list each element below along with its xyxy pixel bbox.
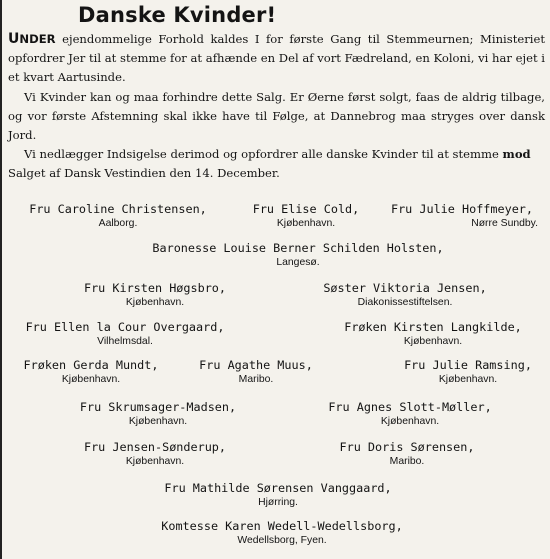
signatory (236, 202, 376, 230)
signatory (6, 320, 244, 348)
signatory-place: Diakonissestiftelsen. (357, 297, 453, 308)
signatory-place: Kjøbenhavn. (125, 297, 185, 308)
signatory (8, 202, 228, 230)
signatory-place: Nørre Sundby. (471, 218, 538, 229)
signatory (6, 358, 176, 386)
signatory-place: Aalborg. (98, 218, 138, 229)
signatory-name: Frøken Kirsten Langkilde, (344, 320, 522, 334)
signatory-place: Kjøbenhavn. (403, 336, 463, 347)
signatory (60, 281, 250, 309)
signatory (300, 281, 510, 309)
signatory (52, 400, 264, 428)
paragraph-3 (8, 145, 545, 183)
signatory-name: Søster Viktoria Jensen, (323, 281, 487, 295)
signatory-place: Vilhelmsdal. (97, 336, 153, 347)
signatory-name: Frøken Gerda Mundt, (23, 358, 159, 372)
signatory-name: Fru Julie Ramsing, (404, 358, 532, 372)
signatory-place: Kjøbenhavn. (438, 374, 498, 385)
signatory-name: Komtesse Karen Wedell-Wedellsborg, (161, 519, 403, 533)
signatory-name: Fru Kirsten Høgsbro, (83, 281, 227, 295)
signatory-name: Fru Jensen-Sønderup, (83, 440, 227, 454)
paragraph-3-text-b: Salget af Dansk Vestindien den 14. December. (8, 166, 280, 181)
signatory-place: Hjørring. (258, 497, 298, 508)
lead-caps: NDER (19, 32, 56, 46)
signatory-name: Fru Caroline Christensen, (29, 202, 207, 216)
signatory-place: Kjøbenhavn. (61, 374, 121, 385)
signatory (318, 440, 496, 468)
paragraph-1-text: ejendommelige Forhold kaldes I for første Gang til Stemmeurnen; Ministeriet opfordrer Jer til at stemme for at afhænde en Del af vort Fædreland, en Koloni, vi har ejet i et kvart Aartusinde. (8, 32, 546, 85)
appeal-text (8, 30, 545, 184)
signatory-name: Fru Agnes Slott-Møller, (328, 400, 492, 414)
paragraph-3-text-a: Vi nedlægger Indsigelse derimod og opfordrer alle danske Kvinder til at stemme (24, 147, 503, 162)
signatory (128, 481, 428, 509)
signatory-place: Maribo. (238, 374, 274, 385)
signatory-name: Fru Skrumsager-Madsen, (79, 400, 237, 414)
signatory-place: Langesø. (276, 257, 320, 268)
signatory (114, 519, 450, 547)
signatory-place: Kjøbenhavn. (125, 456, 185, 467)
signatory (306, 400, 514, 428)
signatory-place: Wedellsborg, Fyen. (237, 535, 327, 546)
signatory-name: Fru Elise Cold, (252, 202, 360, 216)
headline: Danske Kvinder! (78, 3, 277, 27)
column-rule (0, 0, 2, 559)
signatory (50, 440, 260, 468)
paragraph-1 (8, 30, 545, 88)
signatory-name: Baronesse Louise Berner Schilden Holsten, (152, 241, 444, 255)
emphasis-mod: mod (502, 147, 531, 162)
signatory (392, 358, 544, 386)
signatory-place: Maribo. (389, 456, 425, 467)
signatory-name: Fru Ellen la Cour Overgaard, (25, 320, 225, 334)
signatory (384, 202, 540, 230)
signatory (118, 241, 478, 269)
signatory-place: Kjøbenhavn. (276, 218, 336, 229)
signatory (186, 358, 326, 386)
signatory (326, 320, 540, 348)
signatory-name: Fru Julie Hoffmeyer, (390, 202, 534, 216)
signatory-place: Kjøbenhavn. (380, 416, 440, 427)
paragraph-2: Vi Kvinder kan og maa forhindre dette Salg. Er Øerne først solgt, faas de aldrig tilbage, og vor første Afstemning skal ikke have til Følge, at Dannebrog maa stryges over dansk Jord. (8, 89, 545, 143)
signatory-name: Fru Agathe Muus, (199, 358, 313, 372)
signatory-place: Kjøbenhavn. (128, 416, 188, 427)
drop-initial: U (8, 31, 20, 47)
signatory-name: Fru Doris Sørensen, (339, 440, 475, 454)
signatory-name: Fru Mathilde Sørensen Vanggaard, (164, 481, 392, 495)
